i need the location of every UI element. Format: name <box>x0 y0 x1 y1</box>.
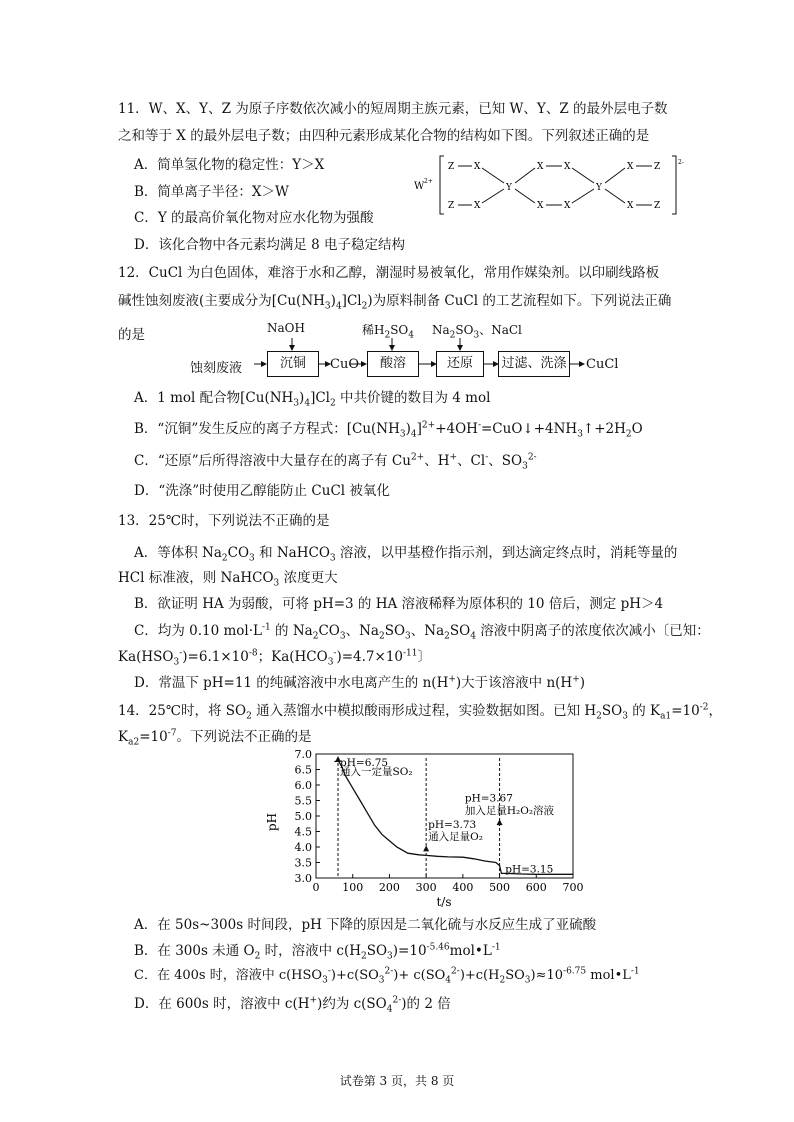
reagent-naoh: NaOH <box>267 321 305 335</box>
arrow-head <box>497 819 503 825</box>
y-tick-label: 6.5 <box>294 763 312 777</box>
q12-stem-line3: 的是 <box>118 327 145 343</box>
chart-annotation: pH=6.75 <box>340 756 389 769</box>
q13-option-b: B．欲证明 HA 为弱酸，可将 pH=3 的 HA 溶液稀释为原体积的 10 倍后，测定 pH＞4 <box>134 596 664 612</box>
q12-option-a: A．1 mol 配合物$[Cu(NH_3)_4]Cl_2$ 中共价键的数目为 4 mol <box>134 390 491 409</box>
chart-annotation: pH=3.15 <box>505 863 554 876</box>
struct-anion-charge: 2- <box>678 159 684 166</box>
q11-option-b: B．简单离子半径：X＞W <box>134 184 289 200</box>
x-tick-label: 600 <box>525 881 547 894</box>
q12-stem-line2: 碱性蚀刻废液(主要成分为$[Cu(NH_3)_4]Cl_2$)为原料制备 CuCl 的工艺流程如下。下列说法正确 <box>118 293 672 312</box>
reagent-na2so3-nacl: $Na_2SO_3$、NaCl <box>432 323 522 341</box>
q13-option-d: D．常温下 pH=11 的纯碱溶液中水电离产生的 n(H+)大于该溶液中 n(H+) <box>134 674 586 691</box>
atom-y: Y <box>506 183 512 193</box>
y-tick-label: 4.0 <box>294 841 312 854</box>
reagent-h2so4: 稀$H_2SO_4$ <box>362 323 414 341</box>
q14-stem-line2: $K_{a2}=10^{-7}$。下列说法不正确的是 <box>118 728 312 748</box>
q13-option-c-line2: $Ka(HSO_3^-)=6.1\times 10^{-8}$；$Ka(HCO_3^-)=4.7\times 10^{-11}$〕 <box>118 648 432 668</box>
atom-x: X <box>474 201 481 211</box>
q14-stem-line1: 14．25℃时，将 $SO_2$ 通入蒸馏水中模拟酸雨形成过程，实验数据如图。已知 $H_2SO_3$ 的 $K_{a1}=10^{-2}$， <box>118 702 723 722</box>
struct-cation: W <box>414 181 425 192</box>
q11-stem-line2: 之和等于 X 的最外层电子数；由四种元素形成某化合物的结构如下图。下列叙述正确的是 <box>118 128 650 144</box>
atom-x: X <box>564 201 571 211</box>
right-bracket <box>672 156 676 214</box>
x-tick-label: 700 <box>562 881 584 894</box>
atom-z: Z <box>448 201 455 211</box>
q14-option-c: C．在 400s 时，溶液中 $c(HSO_3^-)+c(SO_3^{2-})+ c(SO_4^{2-})+c(H_2SO_3)\approx 10^{-6.75}$ $mol•L^{-1}$ <box>134 966 640 986</box>
q12-option-c: C．“还原”后所得溶液中大量存在的离子有 $Cu^{2+}$、H+、Cl-、$SO_3^{2-}$ <box>134 452 537 472</box>
x-tick-label: 200 <box>378 881 400 894</box>
y-axis-label: pH <box>265 812 279 832</box>
chart-annotation: pH=3.73 <box>428 818 477 831</box>
q13-option-a-line1: A．等体积 $Na_2CO_3$ 和 NaHCO$_3$ 溶液，以甲基橙作指示剂，到达滴定终点时，消耗等量的 <box>134 545 678 564</box>
q13-option-c-line1: C．均为 0.10 $mol\cdot L^{-1}$ 的 $Na_2CO_3$、$Na_2SO_3$、$Na_2SO_4$ 溶液中阴离子的浓度依次减小〔已知： <box>134 622 710 642</box>
chart-annotation: 通入一定量SO₂ <box>340 766 413 779</box>
x-tick-label: 300 <box>415 881 437 894</box>
chart-annotation: 通入足量O₂ <box>428 831 483 844</box>
atom-x: X <box>537 162 544 172</box>
atom-z: Z <box>448 162 455 172</box>
q13-option-a-line2: HCl 标准液，则 NaHCO$_3$ 浓度更大 <box>118 570 338 589</box>
x-tick-label: 0 <box>312 881 320 894</box>
y-tick-label: 7.0 <box>294 748 312 761</box>
left-bracket <box>440 156 444 214</box>
arrow-head <box>423 845 429 851</box>
flow-mid-cuo: CuO <box>330 357 359 372</box>
q14-option-b: B．在 300s 未通 $O_2$ 时，溶液中 $c(H_2SO_3)=10^{-5.46}mol•L^{-1}$ <box>134 942 501 962</box>
x-axis-ticks <box>313 874 584 894</box>
chart-annotation: 加入足量H₂O₂溶液 <box>464 804 555 817</box>
y-tick-label: 3.5 <box>294 856 312 870</box>
x-tick-label: 100 <box>342 881 364 894</box>
atom-x: X <box>474 162 481 172</box>
q11-structure-diagram <box>410 150 690 222</box>
q14-ph-chart <box>265 748 584 910</box>
flow-step-guolv: 过滤、洗涤 <box>498 351 570 377</box>
q12-option-d: D．“洗涤”时使用乙醇能防止 CuCl 被氧化 <box>134 483 390 499</box>
x-axis-label: t/s <box>436 895 452 909</box>
q11-option-a: A．简单氢化物的稳定性：Y＞X <box>134 157 325 173</box>
atom-x: X <box>627 201 634 211</box>
x-tick-label: 400 <box>452 881 474 894</box>
struct-cation-charge: 2+ <box>424 178 433 185</box>
flow-step-chentong: 沉铜 <box>267 351 319 377</box>
chart-annotations <box>335 756 555 876</box>
atom-y: Y <box>596 183 602 193</box>
atom-x: X <box>564 162 571 172</box>
q13-stem: 13．25℃时，下列说法不正确的是 <box>118 513 330 529</box>
q14-option-d: D．在 600s 时，溶液中 c(H+)约为 $c(SO_4^{2-})$的 2 倍 <box>134 995 451 1015</box>
x-tick-label: 500 <box>489 881 511 894</box>
page-footer: 试卷第 3 页，共 8 页 <box>339 1074 455 1088</box>
flow-input: 蚀刻废液 <box>190 361 243 376</box>
y-tick-label: 4.5 <box>294 825 312 839</box>
q12-option-b: B．“沉铜”发生反应的离子方程式：$[Cu(NH_3)_4]^{2+}+4OH^-=CuO↓+4NH_3↑+2H_2O$ <box>134 420 643 440</box>
y-tick-label: 5.5 <box>294 794 312 808</box>
atom-x: X <box>537 201 544 211</box>
q11-option-c: C．Y 的最高价氧化物对应水化物为强酸 <box>134 210 374 226</box>
flow-step-suanrong: 酸溶 <box>367 351 419 377</box>
q14-option-a: A．在 50s~300s 时间段，pH 下降的原因是二氧化硫与水反应生成了亚硫酸 <box>134 917 597 933</box>
flow-step-huanyuan: 还原 <box>436 351 484 377</box>
y-tick-label: 6.0 <box>294 779 312 792</box>
q12-stem-line1: 12．CuCl 为白色固体，难溶于水和乙醇，潮湿时易被氧化，常用作媒染剂。以印刷线路板 <box>118 265 660 281</box>
atom-x: X <box>627 162 634 172</box>
q11-option-d: D．该化合物中各元素均满足 8 电子稳定结构 <box>134 237 405 253</box>
y-tick-label: 5.0 <box>294 810 312 823</box>
y-tick-label: 3.0 <box>294 872 312 885</box>
atom-z: Z <box>654 162 661 172</box>
q11-stem-line1: 11．W、X、Y、Z 为原子序数依次减小的短周期主族元素，已知 W、Y、Z 的最外层电子数 <box>118 101 668 117</box>
flow-output: CuCl <box>586 357 619 372</box>
chart-annotation: pH=3.67 <box>464 792 513 805</box>
atom-z: Z <box>654 201 661 211</box>
